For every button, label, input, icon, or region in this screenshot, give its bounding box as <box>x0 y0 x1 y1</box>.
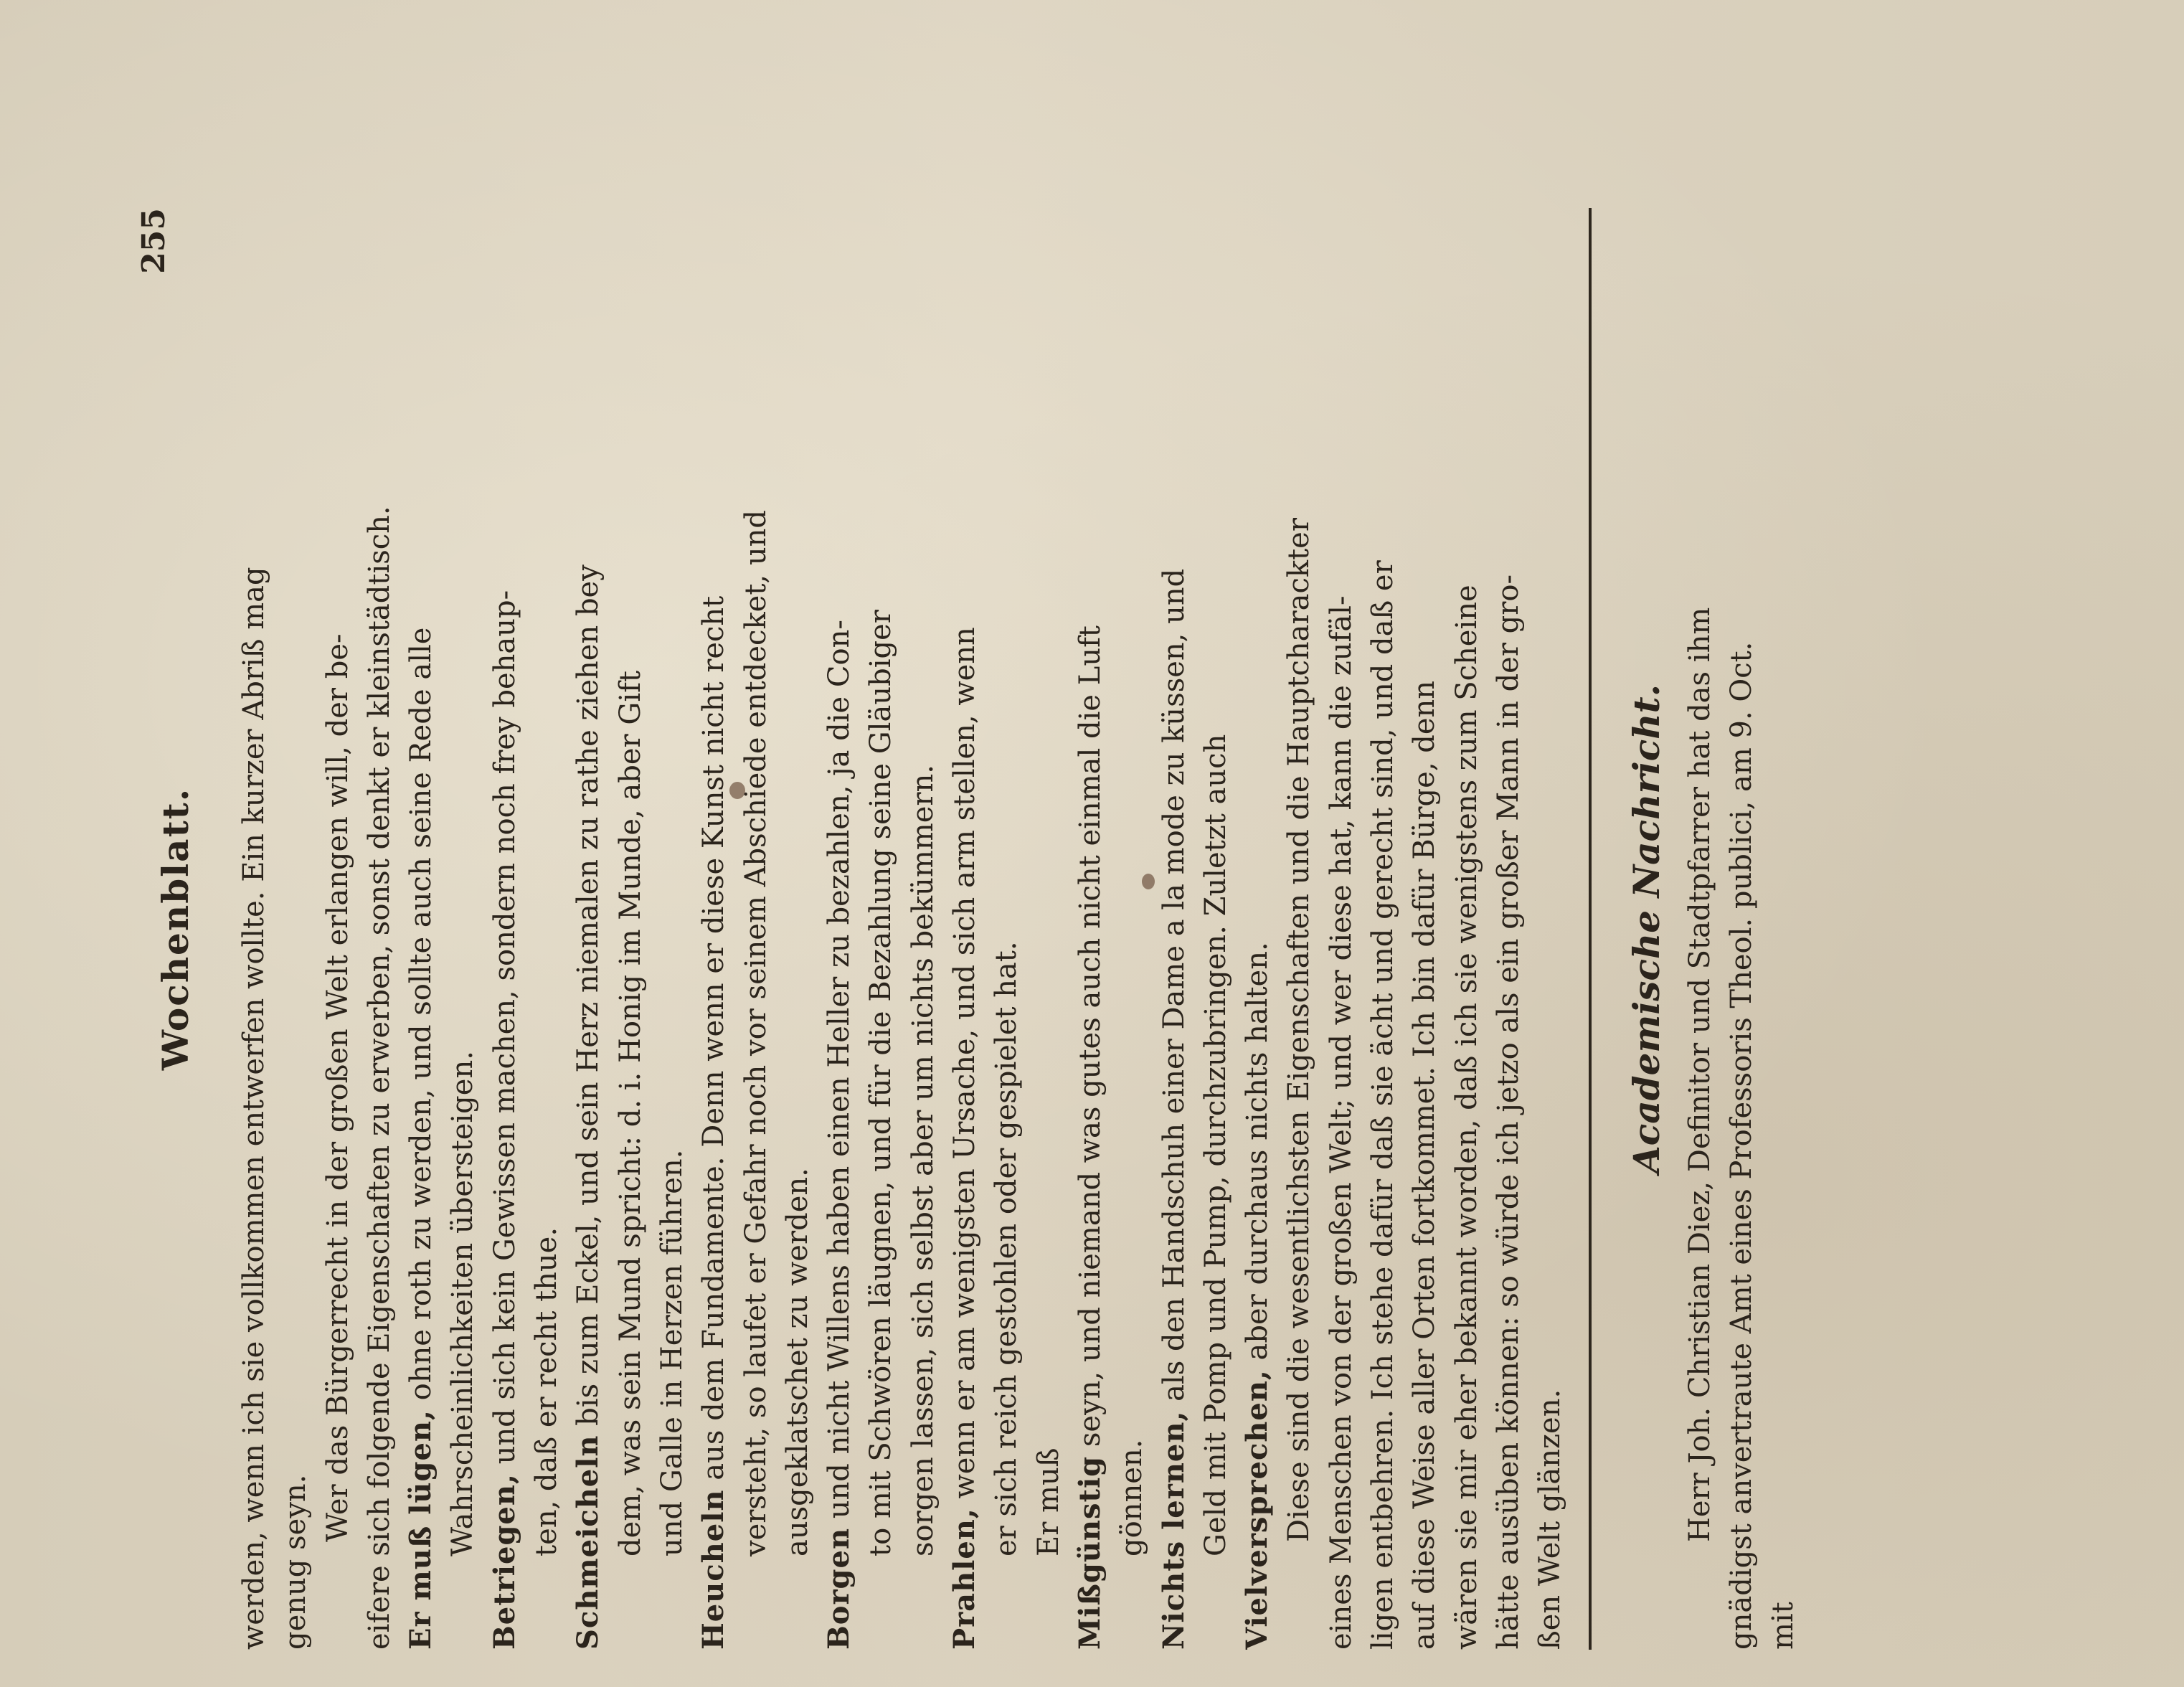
line-text: Wer das Bürgerrecht in der großen Welt erlangen will, der be- <box>321 633 354 1542</box>
text-line <box>526 208 567 1650</box>
line-text: Diese sind die wesentlichsten Eigenschaften und die Hauptcharackter <box>1282 518 1316 1542</box>
page-body <box>233 208 1804 1650</box>
text-line <box>1362 208 1404 1650</box>
text-line <box>1111 208 1153 1650</box>
keyword: Nichts lernen, <box>1156 1410 1191 1650</box>
line-text: Er muß <box>1031 1447 1065 1556</box>
text-line <box>1404 208 1445 1650</box>
line-text: sorgen lassen, sich selbst aber um nichts bekümmern. <box>906 765 940 1556</box>
line-text: wenn er am wenigsten Ursache, und sich arm stellen, wenn <box>948 627 982 1508</box>
text-line <box>275 208 316 1650</box>
keyword: Vielversprechen, <box>1240 1369 1275 1650</box>
line-text: eines Menschen von der großen Welt; und wer diese hat, kann die zufäl- <box>1324 595 1358 1650</box>
text-line <box>1721 208 1762 1650</box>
keyword: Prahlen, <box>947 1508 982 1650</box>
line-text: ausgeklatschet zu werden. <box>780 1168 814 1556</box>
text-line <box>1762 208 1804 1650</box>
line-text: und sich kein Gewissen machen, sondern noch frey behaup- <box>488 590 521 1474</box>
text-line <box>610 208 651 1650</box>
text-line <box>317 208 359 1650</box>
text-line <box>693 208 734 1650</box>
line-text: gönnen. <box>1115 1439 1149 1556</box>
keyword: Betriegen, <box>487 1473 521 1650</box>
line-text: genug seyn. <box>279 1474 313 1650</box>
keyword: Borgen <box>822 1527 856 1650</box>
text-line <box>777 208 818 1650</box>
line-text: und Galle in Herzen führen. <box>655 1149 689 1556</box>
line-text: versteht, so laufet er Gefahr noch vor seinem Abschiede entdecket, und <box>739 510 772 1556</box>
text-line <box>944 208 985 1650</box>
text-line <box>484 208 526 1650</box>
page-number: 255 <box>136 208 172 274</box>
text-line <box>1446 208 1488 1650</box>
line-text: und nicht Willens haben einen Heller zu bezahlen, ja die Con- <box>823 620 856 1528</box>
line-text: ohne roth zu werden, und sollte auch seine Rede alle <box>405 627 438 1410</box>
page-header <box>126 208 219 1650</box>
text-line <box>442 208 483 1650</box>
line-text: gnädigst anvertraute Amt eines Professoris Theol. publici, am 9. Oct. <box>1724 641 1758 1650</box>
line-text: ßen Welt glänzen. <box>1533 1389 1567 1650</box>
text-line <box>818 208 860 1650</box>
text-line <box>1028 208 1069 1650</box>
essay-text <box>233 208 1571 1650</box>
line-text: werden, wenn ich sie vollkommen entwerfen wollte. Ein kurzer Abriß mag <box>237 567 270 1650</box>
section-divider <box>1571 208 1615 1650</box>
line-text: hätte ausüben können: so würde ich jetzo als ein großer Mann in der gro- <box>1491 574 1525 1650</box>
line-text: Wahrscheinlichkeiten übersteigen. <box>446 1051 480 1556</box>
text-line <box>1237 208 1278 1650</box>
keyword: Schmeicheln <box>571 1435 605 1650</box>
text-line <box>860 208 902 1650</box>
line-text: to mit Schwören läugnen, und für die Bezahlung seine Gläubiger <box>864 610 898 1556</box>
text-line <box>651 208 693 1650</box>
line-text: ten, daß er recht thue. <box>530 1227 564 1556</box>
line-text: seyn, und niemand was gutes auch nicht einmal die Luft <box>1073 625 1107 1456</box>
text-line <box>735 208 777 1650</box>
line-text: er sich reich gestohlen oder gespielet hat. <box>990 941 1024 1556</box>
keyword: Mißgünstig <box>1072 1455 1107 1650</box>
line-text: bis zum Eckel, und sein Herz niemalen zu rathe ziehen bey <box>572 564 605 1435</box>
line-text: als den Handschuh einer Dame a la mode zu küssen, und <box>1157 568 1191 1411</box>
line-text: Geld mit Pomp und Pump, durchzubringen. Zuletzt auch <box>1199 734 1232 1556</box>
line-text: mit <box>1767 1602 1800 1650</box>
keyword: Heucheln <box>696 1489 731 1650</box>
line-text: aus dem Fundamente. Denn wenn er diese Kunst nicht recht <box>697 595 731 1490</box>
keyword: Er muß lügen, <box>404 1409 438 1650</box>
text-line <box>985 208 1027 1650</box>
line-text: Herr Joh. Christian Diez, Definitor und Stadtpfarrer hat das ihm <box>1683 607 1716 1542</box>
text-line <box>1320 208 1362 1650</box>
running-title: Wochenblatt. <box>154 787 197 1071</box>
line-text: auf diese Weise aller Orten fortkommet. Ich bin dafür Bürge, denn <box>1408 680 1442 1650</box>
text-line <box>1195 208 1237 1650</box>
line-text: dem, was sein Mund spricht: d. i. Honig im Munde, aber Gift <box>613 670 647 1556</box>
text-line <box>359 208 400 1650</box>
line-text: aber durchaus nichts halten. <box>1241 942 1275 1370</box>
text-line <box>1069 208 1111 1650</box>
text-line <box>400 208 442 1650</box>
text-line <box>567 208 609 1650</box>
line-text: eifere sich folgende Eigenschaften zu erwerben, sonst denkt er kleinstädtisch. <box>362 506 396 1650</box>
rotated-page <box>126 208 2076 1650</box>
text-line <box>1679 208 1721 1650</box>
text-line <box>1153 208 1195 1650</box>
text-line <box>233 208 275 1650</box>
text-line <box>1488 208 1529 1650</box>
line-text: wären sie mir eher bekannt worden, daß ich sie wenigstens zum Scheine <box>1450 585 1483 1650</box>
line-text: ligen entbehren. Ich stehe dafür daß sie ächt und gerecht sind, und daß er <box>1366 560 1400 1650</box>
text-line <box>1529 208 1571 1650</box>
notice-text <box>1679 208 1805 1650</box>
text-line <box>1278 208 1320 1650</box>
notice-heading: Academische Nachricht. <box>1625 684 1668 1174</box>
horizontal-rule <box>1589 208 1592 1650</box>
text-line <box>902 208 944 1650</box>
